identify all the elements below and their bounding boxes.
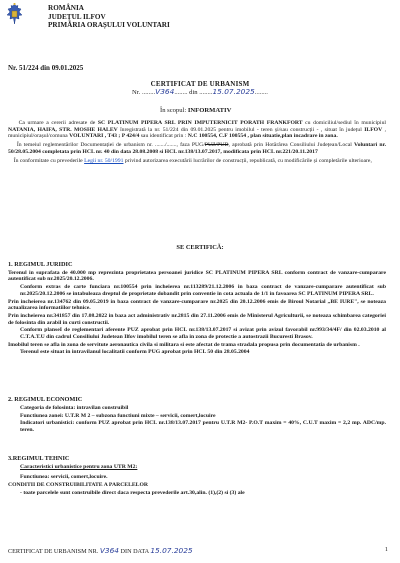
city-hall-name: PRIMĂRIA ORAȘULUI VOLUNTARI: [48, 21, 170, 30]
section-line: Terenul in suprafata de 40.000 mp reprezinta proprietatea persoanei juridice SC PLATINUM PIPERA SRL conform contract de vanzare-cumparare autentificat sub nr.2025/20.12.2006.: [8, 269, 386, 283]
section-heading: 3.REGIMUL TEHNIC: [8, 455, 70, 462]
page-footer: CERTIFICAT DE URBANISM NR. V364 DIN DATA 15.07.2025 1: [8, 546, 388, 555]
section-line: Caracteristici urbanistice pentru zona UTR M2:: [20, 463, 138, 470]
request-paragraph: Ca urmare a cererii adresate de SC PLATINUM PIPERA SRL PRIN IMPUTERNICIT PORATH FRANKFORT cu domiciliul/sediul în municipiul NATANIA, HAIFA, STR. MOSHE HALEV înregistrată la nr. 51/224 din 09.01.2025 pentru imobilul - teren și/sau construcții - , situat în județul ILFOV , municipiul/orașul/comuna VOLUNTARI , T43 ; P 424/4 sau identificat prin : N.C 100554, C.F 100554 , plan situatie,plan incadrare in zona.: [8, 120, 387, 140]
se-certifica-heading: SE CERTIFICĂ:: [176, 244, 224, 251]
handwritten-cert-date: 15.07.2025: [212, 87, 255, 96]
section-line: Imobilul teren se afla in zona de servitute aeronautica civila si militara si este afectat de trama stradala propusa prin documentatia de urbanism .: [8, 341, 360, 348]
section-economic-regime: [8, 397, 386, 435]
section-line: CONDITII DE CONSTRUIBILITATE A PARCELELOR: [8, 482, 149, 489]
section-line: Prin incheierea nr.341857 din 17.08.2022 in baza act administrativ nr.2815 din 27.11.2006 emis de Ministerul Agriculturii, se noteaza schimbarea categoriei de folosinta din arabil in curti constructii.: [8, 312, 386, 326]
romania-coat-of-arms-icon: [6, 3, 23, 25]
footer-cert-number: V364: [99, 546, 119, 555]
page-number: 1: [384, 546, 388, 553]
section-line: Conform planseI de reglementari aferente PUZ aprobat prin HCL nr.138/13.07.2017 si avizat prin avizul favorabil nr.993/34/4F/ din 02.03.2010 al C.T.A.T.U din cadrul Consiliului Judetean Ilfov imobilul teren se afla in zona de protectie a autostrazii Bucuresti Brasov.: [20, 327, 386, 340]
section-legal-regime: [8, 262, 386, 357]
section-heading: 2. REGIMUL ECONOMIC: [8, 396, 83, 403]
section-heading: 1. REGIMUL JURIDIC: [8, 261, 73, 268]
issuing-authority: [48, 4, 170, 30]
law-paragraph: În conformitate cu prevederile Legii nr. 50/1991 privind autorizarea executării lucrărilor de construcții, republicată, cu modificările și completările ulterioare,: [13, 157, 372, 164]
scope-value: INFORMATIV: [187, 107, 232, 114]
certificate-number-line: Nr. ........V364........ din ........15.07.2025........: [132, 87, 268, 96]
country-name: ROMÂNIA: [48, 4, 84, 12]
section-line: Functiunea zonei: U.T.R M 2 – subzona functiuni mixte – servicii, comert,locuire: [20, 412, 216, 419]
scope-line: În scopul: INFORMATIV: [160, 107, 232, 114]
registration-number: Nr. 51/224 din 09.01.2025: [8, 64, 84, 72]
section-technical-regime: [8, 456, 386, 498]
section-line: Categoria de folosinta: intravilan construibil: [20, 404, 129, 411]
footer-cert-date: 15.07.2025: [150, 546, 193, 555]
law-link[interactable]: Legii nr. 50/1991: [84, 157, 124, 164]
section-line: Prin incheierea nr.134762 din 09.05.2019 in baza contract de vanzare-cumparare nr.2025 din 20.12.2006 emis de Biroul Notarial „BE IURE", se noteaza actualizarea informatiilor tehnice.: [8, 298, 386, 312]
section-line: Indicatori urbanistici: conform PUZ aprobat prin HCL nr.138/13.07.2017 pentru U.T.R M2- P.O.T maxim = 40%, C.U.T maxim = 2,2 mp. ADC/mp. teren.: [20, 420, 386, 433]
intro-paragraphs: [8, 120, 386, 167]
regulation-paragraph: În temeiul reglementărilor Documentației de urbanism nr. ......./......., faza PUG/PUZ/PUD, aprobată prin Hotărârea Consiliului Județean/Local Voluntari nr. 50/28.05.2004 completata prin HCL nr. 40 din data 28.08.2008 si HCL nr.138/13.07.2017, modificata prin HCL nr.221/20.11.2017: [8, 142, 387, 155]
section-line: Terenul este situat in intravilanul localitatii conform PUG aprobat prin HCL 50 din 28.05.2004: [20, 349, 250, 356]
document-title: CERTIFICAT DE URBANISM: [150, 80, 250, 88]
section-line: Conform extras de carte funciara nr.100554 prin incheierea nr.113289/21.12.2006 in baza contract de vanzare-cumparare autentificat sub nr.2025/20.12.2006 se intabuleaza dreptul de proprietate dobandit prin conventie in cota actuala de 1/1 in favoarea SC PLATINUM PIPERA SRL.: [20, 284, 386, 297]
section-line: - toate parcelele sunt construibile direct daca respecta prevederile art.30,alin. (1),(2) si (3) ale: [20, 489, 245, 496]
county-name: JUDEȚUL ILFOV: [48, 12, 106, 21]
section-line: Functiunea: servicii, comert,locuire.: [20, 474, 108, 481]
handwritten-cert-number: V364: [155, 87, 175, 96]
